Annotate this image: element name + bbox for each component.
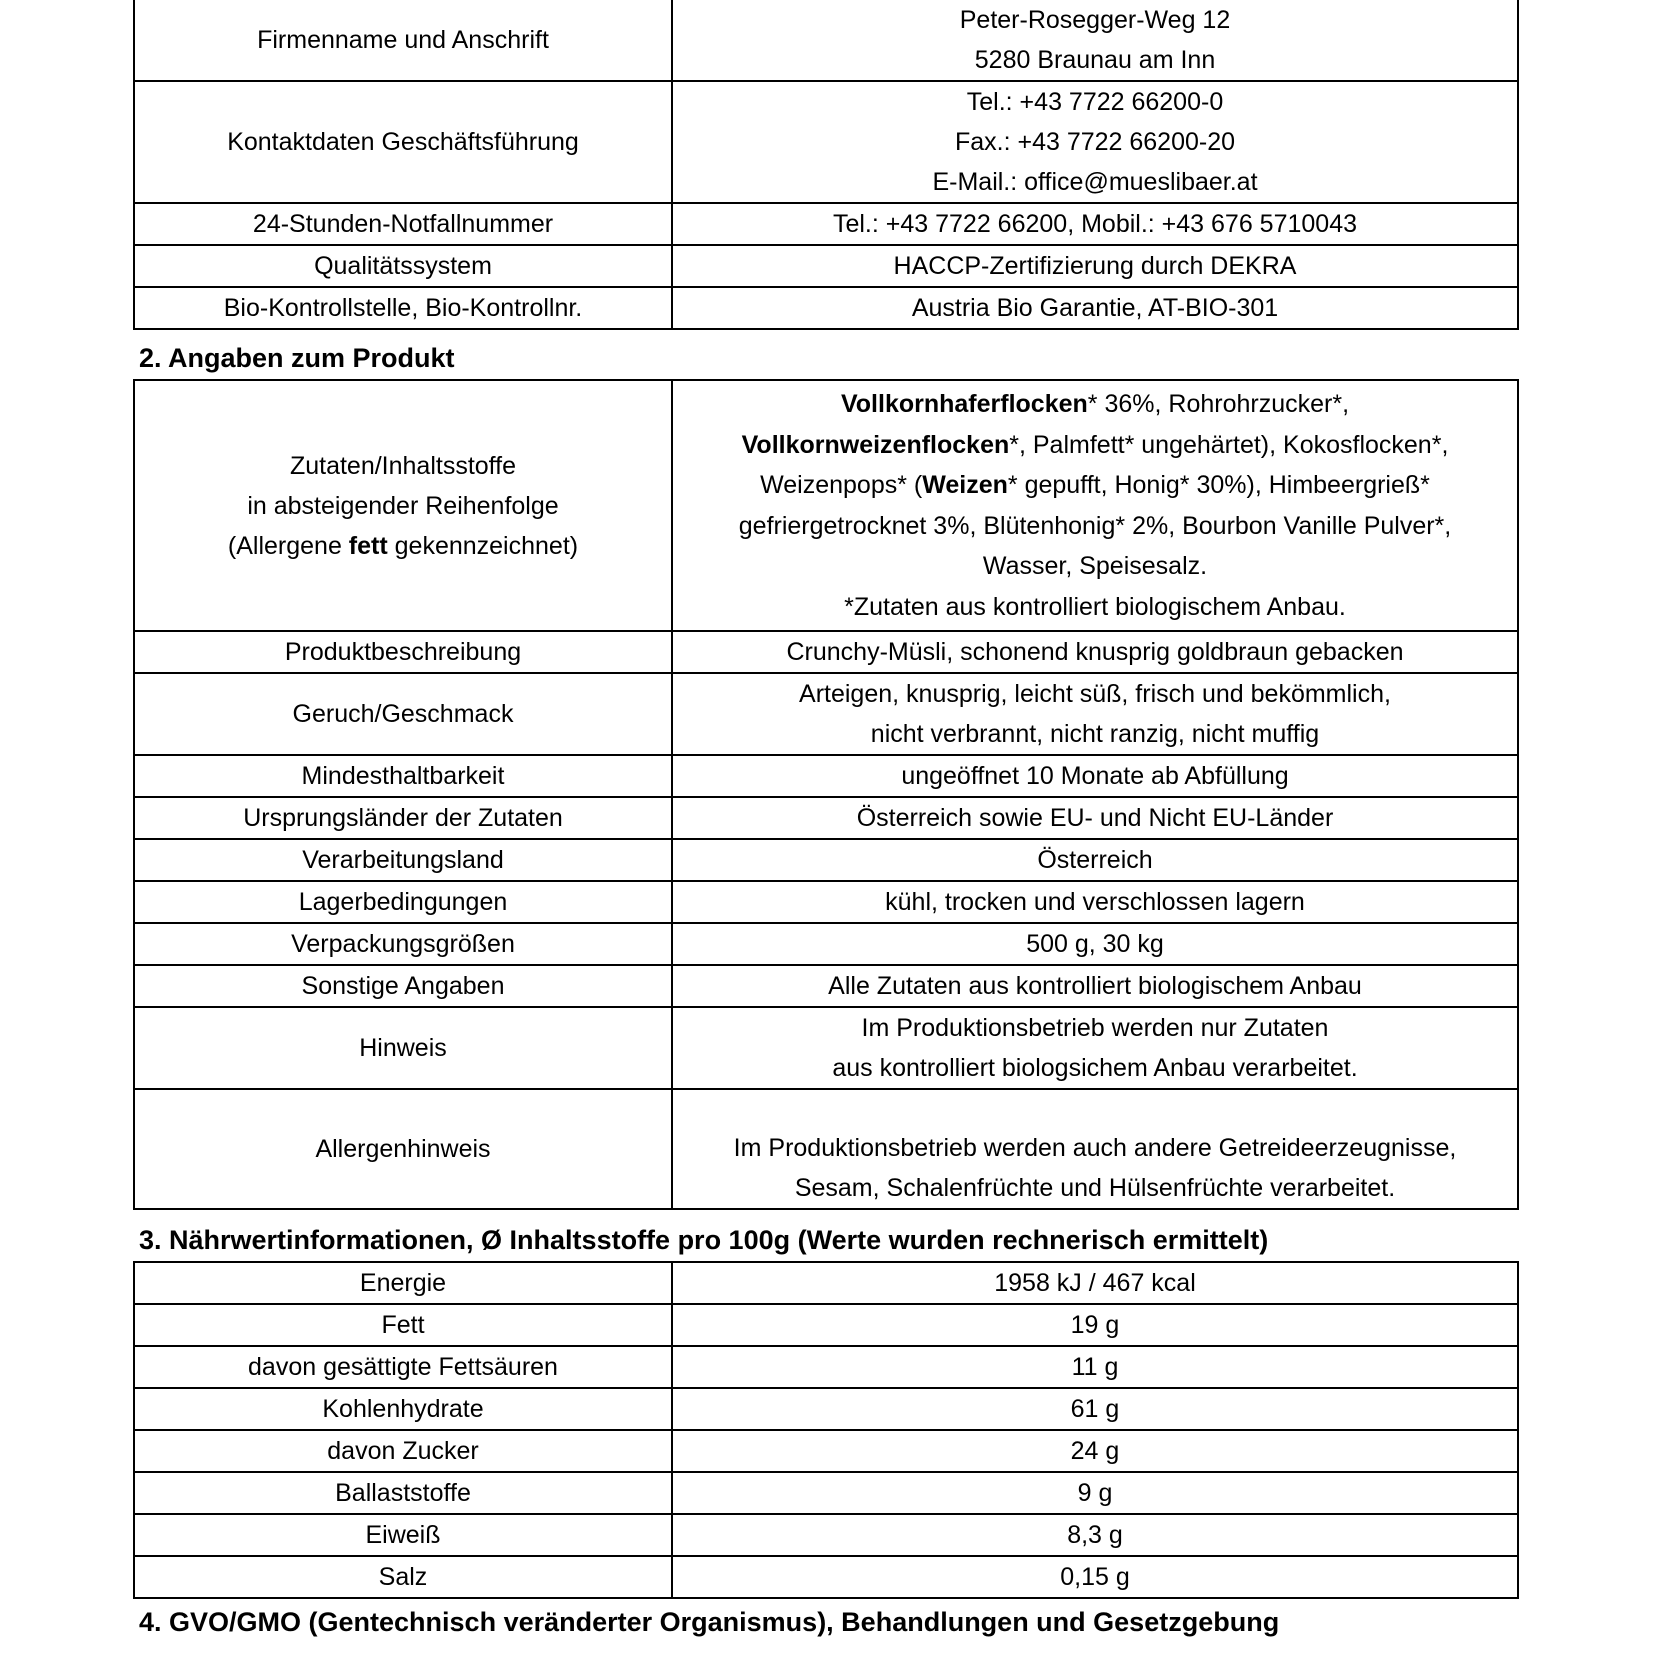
table-row [134,839,1518,881]
row-value: Tel.: +43 7722 66200-0 Fax.: +43 7722 66200-20 E-Mail.: office@mueslibaer.at [672,81,1518,203]
nutrient-label: Energie [134,1262,672,1304]
table-row [134,1472,1518,1514]
row-label: Ursprungsländer der Zutaten [134,797,672,839]
row-value: kühl, trocken und verschlossen lagern [672,881,1518,923]
table-row [134,1089,1518,1209]
table-row [134,287,1518,329]
row-value: Peter-Rosegger-Weg 12 5280 Braunau am Inn [672,0,1518,81]
row-label: Bio-Kontrollstelle, Bio-Kontrollnr. [134,287,672,329]
product-info-table [133,379,1519,1210]
row-value: Arteigen, knusprig, leicht süß, frisch und bekömmlich, nicht verbrannt, nicht ranzig, nicht muffig [672,673,1518,755]
row-label: Lagerbedingungen [134,881,672,923]
ingredients-value: Vollkornhaferflocken* 36%, Rohrohrzucker*, Vollkornweizenflocken*, Palmfett* ungehärtet), Kokosflocken*, Weizenpops* (Weizen* gepufft, Honig* 30%), Himbeergrieß* gefriergetrocknet 3%, Blütenhonig* 2%, Bourbon Vanille Pulver*, Wasser, Speisesalz. *Zutaten aus kontrolliert biologischem Anbau. [672,380,1518,631]
company-info-table [133,0,1519,330]
table-row [134,755,1518,797]
nutrient-value: 8,3 g [672,1514,1518,1556]
row-label: Hinweis [134,1007,672,1089]
table-row [134,1262,1518,1304]
table-row [134,673,1518,755]
row-label: Geruch/Geschmack [134,673,672,755]
row-value: HACCP-Zertifizierung durch DEKRA [672,245,1518,287]
table-row [134,81,1518,203]
nutrient-label: Ballaststoffe [134,1472,672,1514]
row-label: Sonstige Angaben [134,965,672,1007]
row-label: Firmenname und Anschrift [134,0,672,81]
nutrient-label: Kohlenhydrate [134,1388,672,1430]
table-row [134,1304,1518,1346]
row-label: Kontaktdaten Geschäftsführung [134,81,672,203]
section-4-heading: 4. GVO/GMO (Gentechnisch veränderter Organismus), Behandlungen und Gesetzgebung [139,1607,1280,1637]
table-row [134,380,1518,631]
nutrient-value: 0,15 g [672,1556,1518,1598]
table-row [134,1514,1518,1556]
table-row [134,881,1518,923]
row-value: Crunchy-Müsli, schonend knusprig goldbraun gebacken [672,631,1518,673]
row-value: ungeöffnet 10 Monate ab Abfüllung [672,755,1518,797]
nutrient-label: davon Zucker [134,1430,672,1472]
section-3-heading: 3. Nährwertinformationen, Ø Inhaltsstoffe pro 100g (Werte wurden rechnerisch ermittelt) [139,1225,1269,1255]
row-value: Im Produktionsbetrieb werden nur Zutaten aus kontrolliert biologsichem Anbau verarbeitet. [672,1007,1518,1089]
row-label: Verpackungsgrößen [134,923,672,965]
nutrient-label: Eiweiß [134,1514,672,1556]
nutrient-value: 11 g [672,1346,1518,1388]
row-label: Verarbeitungsland [134,839,672,881]
table-row [134,1007,1518,1089]
table-row [134,1388,1518,1430]
nutrient-value: 1958 kJ / 467 kcal [672,1262,1518,1304]
row-value: Austria Bio Garantie, AT-BIO-301 [672,287,1518,329]
row-value: 500 g, 30 kg [672,923,1518,965]
row-value: Tel.: +43 7722 66200, Mobil.: +43 676 5710043 [672,203,1518,245]
nutrient-value: 24 g [672,1430,1518,1472]
table-row [134,631,1518,673]
nutrient-label: Salz [134,1556,672,1598]
table-row [134,1346,1518,1388]
row-value: Im Produktionsbetrieb werden auch andere Getreideerzeugnisse, Sesam, Schalenfrüchte und Hülsenfrüchte verarbeitet. [672,1089,1518,1209]
nutrient-value: 9 g [672,1472,1518,1514]
row-label: Mindesthaltbarkeit [134,755,672,797]
row-value: Österreich sowie EU- und Nicht EU-Länder [672,797,1518,839]
table-row [134,1430,1518,1472]
nutrition-table [133,1261,1519,1599]
nutrient-label: davon gesättigte Fettsäuren [134,1346,672,1388]
row-label: 24-Stunden-Notfallnummer [134,203,672,245]
table-row [134,245,1518,287]
table-row [134,0,1518,81]
row-label: Allergenhinweis [134,1089,672,1209]
nutrient-label: Fett [134,1304,672,1346]
row-label: Qualitätssystem [134,245,672,287]
table-row [134,797,1518,839]
row-value: Alle Zutaten aus kontrolliert biologischem Anbau [672,965,1518,1007]
table-row [134,1556,1518,1598]
section-2-heading: 2. Angaben zum Produkt [139,343,455,373]
row-value: Österreich [672,839,1518,881]
nutrient-value: 19 g [672,1304,1518,1346]
table-row [134,965,1518,1007]
ingredients-label: Zutaten/Inhaltsstoffe in absteigender Reihenfolge (Allergene fett gekennzeichnet) [134,380,672,631]
table-row [134,203,1518,245]
nutrient-value: 61 g [672,1388,1518,1430]
table-row [134,923,1518,965]
row-label: Produktbeschreibung [134,631,672,673]
